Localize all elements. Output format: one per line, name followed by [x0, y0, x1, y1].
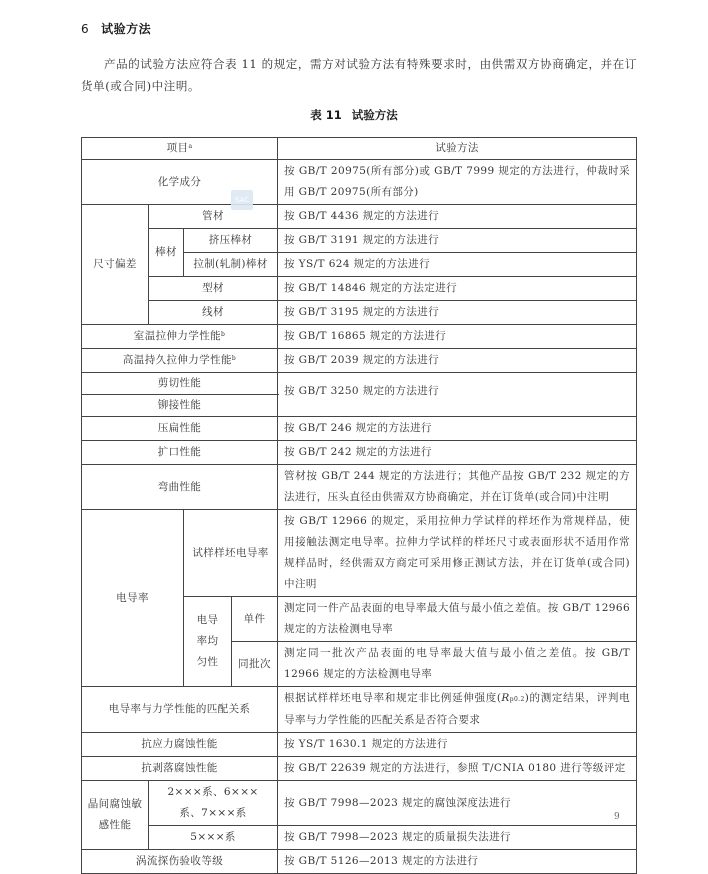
table-row [82, 441, 637, 465]
row-item: 线材 [149, 301, 278, 325]
table-row [82, 205, 637, 229]
section-heading [81, 20, 151, 37]
row-item: 铆接性能 [82, 395, 278, 417]
table-row [82, 229, 637, 253]
table-row [82, 349, 637, 373]
row-method: 测定同一批次产品表面的电导率最大值与最小值之差值。按 GB/T 12966 规定的方法检测电导率 [278, 642, 637, 687]
row-method: 按 YS/T 1630.1 规定的方法进行 [278, 733, 637, 757]
row-item: 压扁性能 [82, 417, 278, 441]
row-method: 根据试样样坯电导率和规定非比例延伸强度(Rp0.2)的测定结果，评判电导率与力学性能的匹配关系是否符合要求 [278, 687, 637, 733]
row-method: 按 GB/T 16865 规定的方法进行 [278, 325, 637, 349]
row-item: 扩口性能 [82, 441, 278, 465]
table-row [82, 850, 637, 874]
row-method: 按 GB/T 5126—2013 规定的方法进行 [278, 850, 637, 874]
table-row [82, 510, 637, 597]
row-item: 涡流探伤验收等级 [82, 850, 278, 874]
row-method: 按 GB/T 20975(所有部分)或 GB/T 7999 规定的方法进行，仲裁时采用 GB/T 20975(所有部分) [278, 160, 637, 205]
table-row [82, 373, 637, 395]
row-subgroup: 棒材 [149, 229, 184, 277]
table-row [82, 733, 637, 757]
header-item: 项目$^a$ [82, 138, 278, 160]
row-subgroup: 电导率均匀性 [184, 597, 232, 687]
row-method: 测定同一件产品表面的电导率最大值与最小值之差值。按 GB/T 12966 规定的方法检测电导率 [278, 597, 637, 642]
table-row [82, 465, 637, 510]
table-caption [0, 107, 708, 123]
row-method: 按 GB/T 7998—2023 规定的腐蚀深度法进行 [278, 781, 637, 826]
row-method: 按 GB/T 12966 的规定，采用拉伸力学试样的样坯作为常规样品，使用接触法测定电导率。拉伸力学试样的样坯尺寸或表面形状不适用作常规样品时，经供需双方商定可采用修正测试方法，并在订货单(或合同)中注明 [278, 510, 637, 597]
row-item: 型材 [149, 277, 278, 301]
table-row [82, 160, 637, 205]
row-item: 弯曲性能 [82, 465, 278, 510]
row-group: 尺寸偏差 [82, 205, 149, 325]
table-row [82, 757, 637, 781]
row-item: 抗应力腐蚀性能 [82, 733, 278, 757]
table-number: 表 11 [310, 108, 342, 122]
table-header-row [82, 138, 637, 160]
table-row [82, 826, 637, 850]
section-number: 6 [81, 22, 90, 36]
table-row [82, 687, 637, 733]
row-group: 晶间腐蚀敏感性能 [82, 781, 149, 850]
row-group: 电导率 [82, 510, 184, 687]
row-item: 同批次 [232, 642, 278, 687]
intro-paragraph: 产品的试验方法应符合表 11 的规定，需方对试验方法有特殊要求时，由供需双方协商确定，并在订货单(或合同)中注明。 [81, 57, 637, 93]
table-row [82, 417, 637, 441]
table-title: 试验方法 [351, 108, 398, 122]
row-item: 室温拉伸力学性能$^b$ [82, 325, 278, 349]
table-row [82, 781, 637, 826]
row-item: 电导率与力学性能的匹配关系 [82, 687, 278, 733]
row-method: 按 YS/T 624 规定的方法进行 [278, 253, 637, 277]
row-method: 按 GB/T 246 规定的方法进行 [278, 417, 637, 441]
row-item: 抗剥落腐蚀性能 [82, 757, 278, 781]
row-method: 按 GB/T 2039 规定的方法进行 [278, 349, 637, 373]
row-item: 挤压棒材 [184, 229, 278, 253]
row-item: 高温持久拉伸力学性能$^b$ [82, 349, 278, 373]
row-item: 拉制(轧制)棒材 [184, 253, 278, 277]
row-item: 剪切性能 [82, 373, 278, 395]
row-item: 试样样坯电导率 [184, 510, 278, 597]
table-row [82, 325, 637, 349]
row-item: 化学成分 [82, 160, 278, 205]
row-item: 单件 [232, 597, 278, 642]
row-item: 5×××系 [149, 826, 278, 850]
test-methods-table [81, 137, 637, 874]
row-item: 管材 [149, 205, 278, 229]
row-method: 按 GB/T 3191 规定的方法进行 [278, 229, 637, 253]
row-item: 2×××系、6×××系、7×××系 [149, 781, 278, 826]
header-method: 试验方法 [278, 138, 637, 160]
table-row [82, 277, 637, 301]
row-method: 按 GB/T 7998—2023 规定的质量损失法进行 [278, 826, 637, 850]
table-row [82, 301, 637, 325]
row-method: 按 GB/T 14846 规定的方法定进行 [278, 277, 637, 301]
row-method: 按 GB/T 3195 规定的方法进行 [278, 301, 637, 325]
row-method: 按 GB/T 3250 规定的方法进行 [278, 373, 637, 417]
page-number: 9 [614, 812, 620, 822]
row-method: 按 GB/T 4436 规定的方法进行 [278, 205, 637, 229]
watermark-logo: SAC [231, 190, 253, 210]
row-method: 按 GB/T 22639 规定的方法进行，参照 T/CNIA 0180 进行等级评定 [278, 757, 637, 781]
section-title: 试验方法 [101, 22, 152, 36]
row-method: 管材按 GB/T 244 规定的方法进行；其他产品按 GB/T 232 规定的方法进行，压头直径由供需双方协商确定，并在订货单(或合同)中注明 [278, 465, 637, 510]
row-method: 按 GB/T 242 规定的方法进行 [278, 441, 637, 465]
